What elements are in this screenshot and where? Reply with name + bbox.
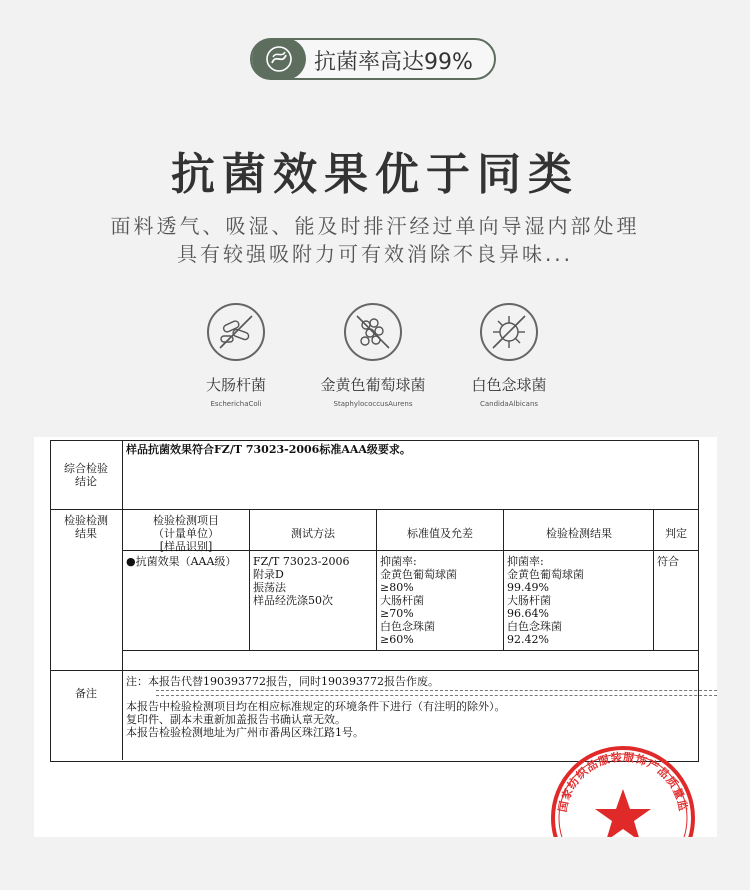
- remarks-separator: [156, 695, 717, 696]
- bacteria-item-staphylococcus: [298, 303, 448, 408]
- report-grid-line: [122, 650, 698, 651]
- bacteria-name-en: CandidaAlbicans: [479, 400, 539, 408]
- bacteria-name-cn: 大肠杆菌: [205, 376, 266, 394]
- remarks-separator: [156, 690, 717, 691]
- row-method: FZ/T 73023-2006 附录D 振荡法 样品经洗涤50次: [253, 555, 350, 607]
- row-item: ●抗菌效果（AAA级）: [126, 555, 237, 568]
- seal-star-icon: [595, 789, 651, 837]
- seal-text: 国家纺织品服装服饰产品质量监: [556, 750, 690, 814]
- badge-text: 抗菌率高达99%: [314, 50, 473, 75]
- report-grid-line: [122, 440, 123, 760]
- antibacterial-rate-badge: [250, 38, 496, 80]
- remarks-label: 备注: [75, 687, 97, 700]
- conclusion-text: 样品抗菌效果符合FZ/T 73023-2006标准AAA级要求。: [126, 443, 411, 456]
- header-result: 检验检测结果: [546, 527, 612, 540]
- row-verdict: 符合: [657, 555, 679, 568]
- subtitle-line-2: 具有较强吸附力可有效消除不良异味...: [176, 242, 574, 266]
- e-coli-icon: [207, 303, 265, 361]
- header-standard: 标准值及允差: [407, 527, 473, 540]
- bacteria-name-cn: 白色念球菌: [471, 376, 547, 394]
- header-verdict: 判定: [665, 527, 687, 540]
- report-grid-line: [653, 509, 654, 650]
- remarks-note: 注：本报告代替190393772报告，同时190393772报告作废。: [126, 675, 439, 688]
- remarks-text: 本报告中检验检测项目均在相应标准规定的环境条件下进行（有注明的除外）。 复印件、副本未重新加盖报告书确认章无效。 本报告检验检测地址为广州市番禺区珠江路1号。: [126, 700, 506, 739]
- header-item: 检验检测项目 （计量单位） [样品识别]: [153, 514, 219, 553]
- row-result: 抑菌率: 金黄色葡萄球菌 99.49% 大肠杆菌 96.64% 白色念珠菌 92.42%: [507, 555, 584, 646]
- official-seal: [548, 743, 698, 837]
- candida-icon: [480, 303, 538, 361]
- report-grid-line: [50, 670, 698, 671]
- conclusion-label: 综合检验 结论: [64, 462, 108, 488]
- row-standard: 抑菌率: 金黄色葡萄球菌 ≥80% 大肠杆菌 ≥70% 白色念珠菌 ≥60%: [380, 555, 457, 646]
- header-method: 测试方法: [291, 527, 335, 540]
- page-headline: 抗菌效果优于同类: [171, 149, 579, 200]
- bacteria-icon: [252, 38, 306, 80]
- report-grid-line: [50, 509, 698, 510]
- bacteria-item-candida: [434, 303, 584, 408]
- bacteria-name-en: StaphylococcusAurens: [333, 400, 413, 408]
- bacteria-name-cn: 金黄色葡萄球菌: [320, 376, 426, 394]
- bacteria-item-e-coli: [161, 303, 311, 408]
- result-label: 检验检测 结果: [64, 514, 108, 540]
- staphylococcus-icon: [344, 303, 402, 361]
- test-report: [34, 437, 717, 837]
- subtitle-line-1: 面料透气、吸湿、能及时排汗经过单向导湿内部处理: [110, 214, 640, 238]
- bacteria-name-en: EscherichaColi: [210, 400, 262, 408]
- report-grid-line: [503, 509, 504, 650]
- report-grid-line: [376, 509, 377, 650]
- report-grid-line: [249, 509, 250, 650]
